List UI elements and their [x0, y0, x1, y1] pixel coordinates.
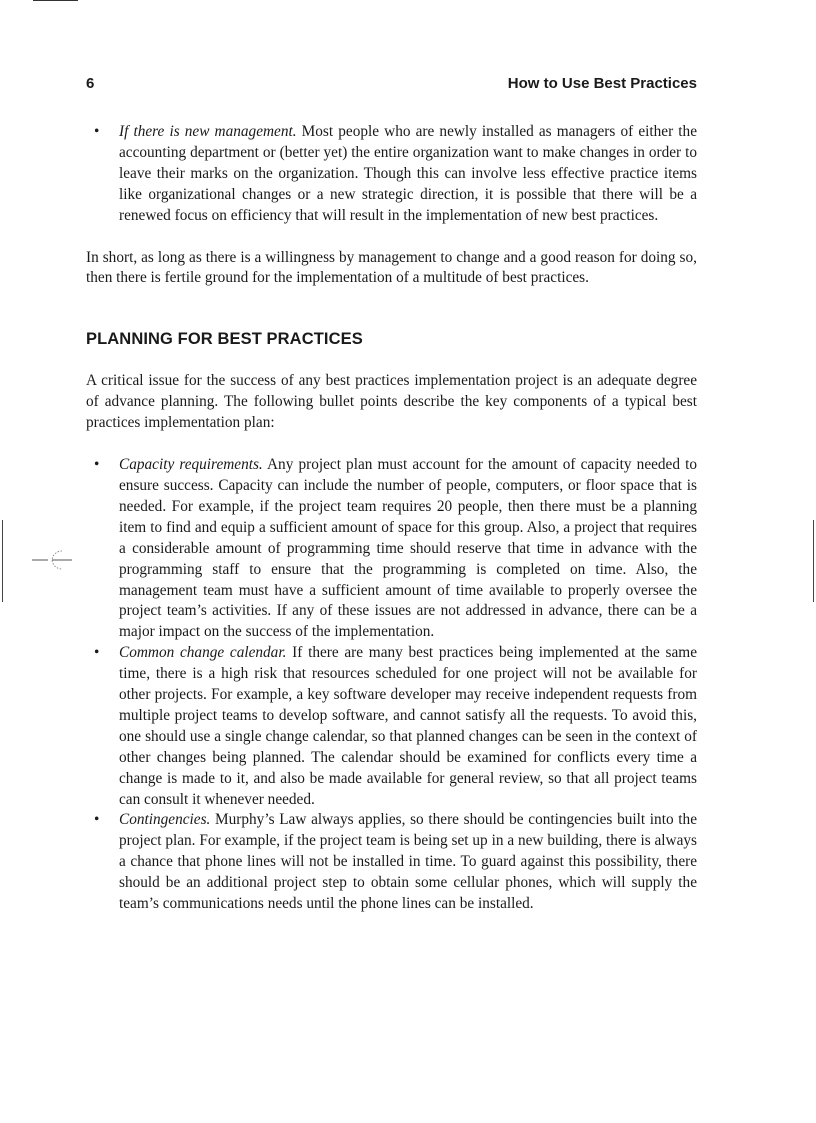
- body-paragraph: In short, as long as there is a willingness by management to change and a good reason for doing so, then there is fertile ground for the implementation of a multitude of best practices.: [86, 248, 697, 287]
- list-item: [86, 810, 697, 915]
- list-item-text: Murphy’s Law always applies, so there should be contingencies built into the project plan. For example, if the project team is being set up in a new building, there is always a chance that phone lines will not be installed in time. To guard against this possibility, there should be an additional project step to obtain some cellular phones, which will supply the team’s communications needs until the phone lines can be installed.: [119, 811, 697, 913]
- list-item-term: Capacity requirements.: [119, 456, 263, 474]
- bullet-list-main: [86, 455, 697, 915]
- crop-mark-top: [33, 0, 78, 1]
- crop-mark-right: [813, 520, 814, 602]
- bullet-icon: •: [94, 456, 100, 474]
- list-item-term: If there is new management.: [119, 123, 297, 140]
- list-item-text: If there are many best practices being implemented at the same time, there is a high risk that resources scheduled for one project will not be available for other projects. For example, a key software developer may receive independent requests from multiple project teams to develop software, and cannot satisfy all the requests. To avoid this, one should use a single change calendar, so that planned changes can be seen in the context of other changes being planned. The calendar should be examined for conflicts every time a change is made to it, and also be made available for general review, so that all project teams can consult it whenever needed.: [119, 644, 697, 808]
- list-item: [86, 122, 697, 227]
- bullet-icon: •: [94, 644, 100, 662]
- section-heading: PLANNING FOR BEST PRACTICES: [86, 330, 363, 349]
- crop-mark-left: [2, 520, 3, 602]
- list-item-term: Contingencies.: [119, 811, 211, 829]
- registration-mark-icon: [32, 546, 72, 574]
- bullet-icon: •: [94, 123, 100, 140]
- page-body: [86, 120, 697, 915]
- bullet-list-top: [86, 122, 697, 227]
- list-item-text: Most people who are newly installed as managers of either the accounting department or (better yet) the entire organization want to make changes in order to leave their marks on the organization. Though this can involve less effective practice items like organizational changes or a new strategic direction, it is possible that there will be a renewed focus on efficiency that will result in the implementation of new best practices.: [119, 123, 697, 224]
- running-header-title: How to Use Best Practices: [507, 75, 697, 92]
- list-item: [86, 643, 697, 810]
- list-item-text: Any project plan must account for the amount of capacity needed to ensure success. Capacity can include the number of people, computers, or floor space that is needed. For example, if the project team requires 20 people, then there must be a planning item to find and equip a sufficient amount of space for this group. Also, a project that requires a considerable amount of programming time should reserve that time in advance with the programming staff to ensure that the programming is completed on time. Also, the management team must have a sufficient amount of time available to properly oversee the project team’s activities. If any of these issues are not addressed in advance, there can be a major impact on the success of the implementation.: [119, 456, 697, 641]
- list-item-term: Common change calendar.: [119, 644, 287, 662]
- body-paragraph: A critical issue for the success of any best practices implementation project is an adequate degree of advance planning. The following bullet points describe the key components of a typical best practices implementation plan:: [86, 372, 697, 432]
- page-number: 6: [86, 75, 95, 92]
- bullet-icon: •: [94, 811, 100, 829]
- list-item: [86, 455, 697, 643]
